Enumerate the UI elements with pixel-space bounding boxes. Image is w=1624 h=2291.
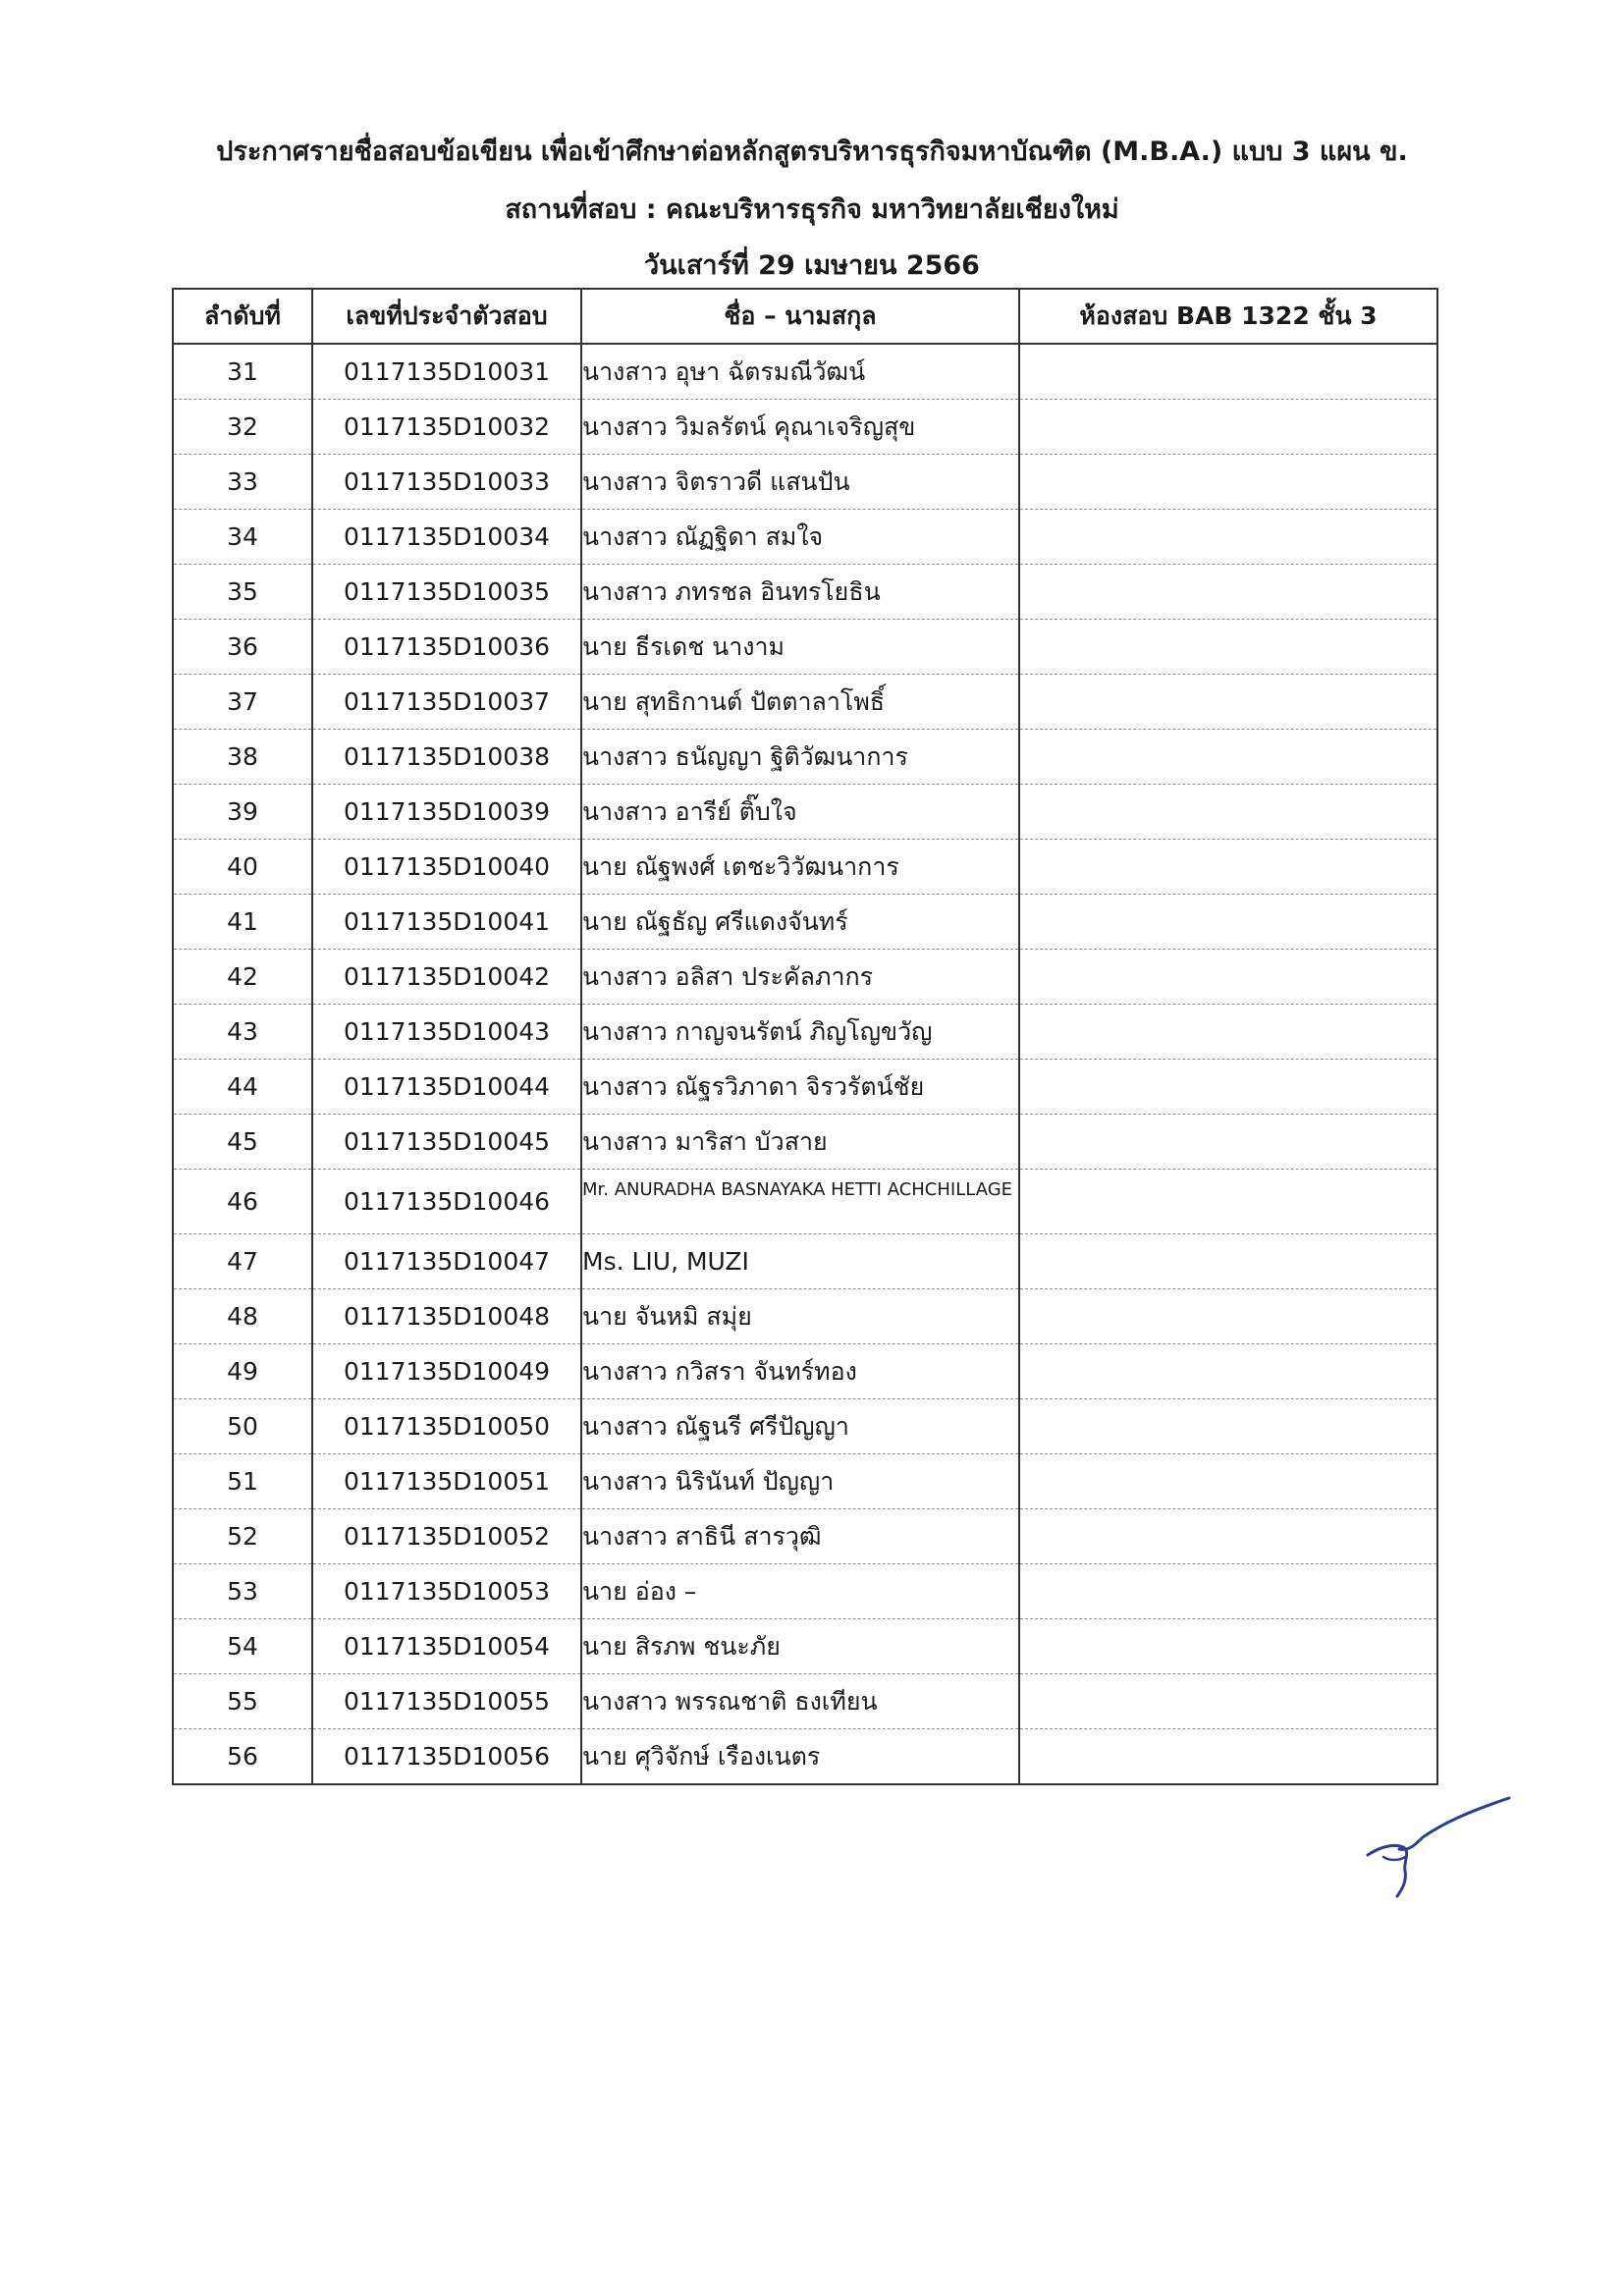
- cell-exam-id: 0117135D10040: [312, 840, 581, 895]
- cell-exam-room: [1019, 1115, 1437, 1170]
- cell-exam-id: 0117135D10047: [312, 1234, 581, 1289]
- cell-order: 52: [173, 1509, 312, 1564]
- cell-exam-id: 0117135D10037: [312, 675, 581, 730]
- cell-exam-room: [1019, 1344, 1437, 1399]
- cell-exam-room: [1019, 510, 1437, 565]
- column-header-order: ลำดับที่: [173, 289, 312, 344]
- table-row: [173, 1674, 1437, 1729]
- table-row: [173, 1060, 1437, 1115]
- cell-order: 43: [173, 1005, 312, 1060]
- cell-full-name: นางสาว กาญจนรัตน์ ภิญโญขวัญ: [581, 1005, 1019, 1060]
- cell-exam-id: 0117135D10038: [312, 730, 581, 785]
- cell-order: 36: [173, 620, 312, 675]
- cell-exam-id: 0117135D10046: [312, 1170, 581, 1234]
- table-row: [173, 1344, 1437, 1399]
- cell-order: 55: [173, 1674, 312, 1729]
- cell-order: 38: [173, 730, 312, 785]
- cell-order: 56: [173, 1729, 312, 1785]
- cell-exam-room: [1019, 895, 1437, 950]
- column-header-exam-room: ห้องสอบ BAB 1322 ชั้น 3: [1019, 289, 1437, 344]
- cell-exam-id: 0117135D10042: [312, 950, 581, 1005]
- candidate-table: [172, 288, 1438, 1785]
- document-title: ประกาศรายชื่อสอบข้อเขียน เพื่อเข้าศึกษาต่อหลักสูตรบริหารธุรกิจมหาบัณฑิต (M.B.A.) แบบ 3 แผน ข.: [216, 136, 1408, 167]
- table-row: [173, 1005, 1437, 1060]
- table-row: [173, 1170, 1437, 1234]
- table-row: [173, 950, 1437, 1005]
- cell-exam-room: [1019, 400, 1437, 455]
- cell-order: 37: [173, 675, 312, 730]
- cell-full-name: นาย สุทธิกานต์ ปัตตาลาโพธิ์: [581, 675, 1019, 730]
- cell-exam-id: 0117135D10048: [312, 1289, 581, 1344]
- cell-exam-room: [1019, 840, 1437, 895]
- table-body: [173, 344, 1437, 1784]
- cell-full-name: Mr. ANURADHA BASNAYAKA HETTI ACHCHILLAGE: [581, 1170, 1019, 1234]
- cell-exam-id: 0117135D10044: [312, 1060, 581, 1115]
- cell-exam-id: 0117135D10054: [312, 1619, 581, 1674]
- table-row: [173, 1564, 1437, 1619]
- cell-exam-id: 0117135D10034: [312, 510, 581, 565]
- table-row: [173, 1289, 1437, 1344]
- cell-exam-room: [1019, 1060, 1437, 1115]
- cell-order: 50: [173, 1399, 312, 1454]
- table-row: [173, 455, 1437, 510]
- table-row: [173, 1619, 1437, 1674]
- table-row: [173, 675, 1437, 730]
- cell-exam-room: [1019, 1234, 1437, 1289]
- cell-full-name: นาย จันหมิ สมุ่ย: [581, 1289, 1019, 1344]
- cell-order: 35: [173, 565, 312, 620]
- cell-exam-room: [1019, 620, 1437, 675]
- cell-order: 44: [173, 1060, 312, 1115]
- cell-order: 39: [173, 785, 312, 840]
- table-row: [173, 1399, 1437, 1454]
- cell-full-name: Ms. LIU, MUZI: [581, 1234, 1019, 1289]
- cell-order: 31: [173, 344, 312, 400]
- cell-exam-id: 0117135D10031: [312, 344, 581, 400]
- exam-location: สถานที่สอบ : คณะบริหารธุรกิจ มหาวิทยาลัยเชียงใหม่: [505, 194, 1119, 225]
- cell-exam-id: 0117135D10045: [312, 1115, 581, 1170]
- cell-full-name: นางสาว พรรณชาติ ธงเทียน: [581, 1674, 1019, 1729]
- cell-exam-room: [1019, 565, 1437, 620]
- cell-exam-room: [1019, 785, 1437, 840]
- cell-order: 32: [173, 400, 312, 455]
- signature-mark: [1360, 1792, 1517, 1900]
- cell-order: 54: [173, 1619, 312, 1674]
- cell-full-name: นาย อ่อง –: [581, 1564, 1019, 1619]
- table-row: [173, 895, 1437, 950]
- cell-exam-id: 0117135D10055: [312, 1674, 581, 1729]
- table-row: [173, 620, 1437, 675]
- cell-exam-room: [1019, 1619, 1437, 1674]
- cell-full-name: นาย ธีรเดช นางาม: [581, 620, 1019, 675]
- cell-exam-id: 0117135D10032: [312, 400, 581, 455]
- cell-exam-room: [1019, 344, 1437, 400]
- cell-full-name: นาย ศุวิจักษ์ เรืองเนตร: [581, 1729, 1019, 1785]
- cell-exam-id: 0117135D10043: [312, 1005, 581, 1060]
- cell-order: 33: [173, 455, 312, 510]
- exam-date: วันเสาร์ที่ 29 เมษายน 2566: [644, 250, 980, 281]
- cell-full-name: นางสาว ภทรชล อินทรโยธิน: [581, 565, 1019, 620]
- table-row: [173, 1729, 1437, 1785]
- cell-full-name: นางสาว ณัฐนรี ศรีปัญญา: [581, 1399, 1019, 1454]
- cell-order: 34: [173, 510, 312, 565]
- cell-full-name: นางสาว วิมลรัตน์ คุณาเจริญสุข: [581, 400, 1019, 455]
- cell-order: 41: [173, 895, 312, 950]
- cell-exam-room: [1019, 1399, 1437, 1454]
- cell-exam-room: [1019, 1454, 1437, 1509]
- table-row: [173, 730, 1437, 785]
- cell-full-name: นางสาว กวิสรา จันทร์ทอง: [581, 1344, 1019, 1399]
- cell-order: 47: [173, 1234, 312, 1289]
- table-row: [173, 785, 1437, 840]
- cell-full-name: นาย ณัฐพงศ์ เตชะวิวัฒนาการ: [581, 840, 1019, 895]
- cell-full-name: นางสาว ณัฏฐิดา สมใจ: [581, 510, 1019, 565]
- cell-full-name: นางสาว นิรินันท์ ปัญญา: [581, 1454, 1019, 1509]
- cell-exam-id: 0117135D10041: [312, 895, 581, 950]
- cell-exam-room: [1019, 1289, 1437, 1344]
- column-header-exam-id: เลขที่ประจำตัวสอบ: [312, 289, 581, 344]
- cell-order: 45: [173, 1115, 312, 1170]
- table-row: [173, 1234, 1437, 1289]
- cell-exam-id: 0117135D10033: [312, 455, 581, 510]
- cell-order: 42: [173, 950, 312, 1005]
- table-row: [173, 1509, 1437, 1564]
- cell-order: 51: [173, 1454, 312, 1509]
- cell-exam-room: [1019, 675, 1437, 730]
- cell-full-name: นางสาว มาริสา บัวสาย: [581, 1115, 1019, 1170]
- cell-exam-id: 0117135D10053: [312, 1564, 581, 1619]
- table-row: [173, 565, 1437, 620]
- table-row: [173, 1454, 1437, 1509]
- cell-full-name: นางสาว ธนัญญา ฐิติวัฒนาการ: [581, 730, 1019, 785]
- cell-exam-id: 0117135D10050: [312, 1399, 581, 1454]
- cell-order: 48: [173, 1289, 312, 1344]
- table-row: [173, 344, 1437, 400]
- cell-exam-id: 0117135D10036: [312, 620, 581, 675]
- cell-exam-id: 0117135D10052: [312, 1509, 581, 1564]
- cell-exam-room: [1019, 1005, 1437, 1060]
- cell-exam-room: [1019, 1509, 1437, 1564]
- cell-order: 46: [173, 1170, 312, 1234]
- cell-full-name: นางสาว จิตราวดี แสนปัน: [581, 455, 1019, 510]
- cell-full-name: นางสาว อารีย์ ติ๊บใจ: [581, 785, 1019, 840]
- cell-full-name: นางสาว อุษา ฉัตรมณีวัฒน์: [581, 344, 1019, 400]
- cell-exam-room: [1019, 1674, 1437, 1729]
- cell-exam-id: 0117135D10056: [312, 1729, 581, 1785]
- table-row: [173, 510, 1437, 565]
- cell-exam-room: [1019, 455, 1437, 510]
- table-row: [173, 400, 1437, 455]
- table-header-row: [173, 289, 1437, 344]
- cell-exam-room: [1019, 1729, 1437, 1785]
- cell-order: 53: [173, 1564, 312, 1619]
- cell-full-name: นางสาว อลิสา ประคัลภากร: [581, 950, 1019, 1005]
- cell-order: 49: [173, 1344, 312, 1399]
- cell-exam-room: [1019, 1170, 1437, 1234]
- cell-exam-room: [1019, 950, 1437, 1005]
- cell-full-name: นางสาว ณัฐรวิภาดา จิรวรัตน์ชัย: [581, 1060, 1019, 1115]
- cell-exam-id: 0117135D10051: [312, 1454, 581, 1509]
- cell-full-name: นาย สิรภพ ชนะภัย: [581, 1619, 1019, 1674]
- cell-exam-id: 0117135D10035: [312, 565, 581, 620]
- table-row: [173, 840, 1437, 895]
- cell-exam-id: 0117135D10049: [312, 1344, 581, 1399]
- cell-full-name: นาย ณัฐธัญ ศรีแดงจันทร์: [581, 895, 1019, 950]
- table-row: [173, 1115, 1437, 1170]
- cell-exam-room: [1019, 1564, 1437, 1619]
- column-header-full-name: ชื่อ – นามสกุล: [581, 289, 1019, 344]
- cell-order: 40: [173, 840, 312, 895]
- cell-exam-room: [1019, 730, 1437, 785]
- cell-full-name: นางสาว สาธินี สารวุฒิ: [581, 1509, 1019, 1564]
- cell-exam-id: 0117135D10039: [312, 785, 581, 840]
